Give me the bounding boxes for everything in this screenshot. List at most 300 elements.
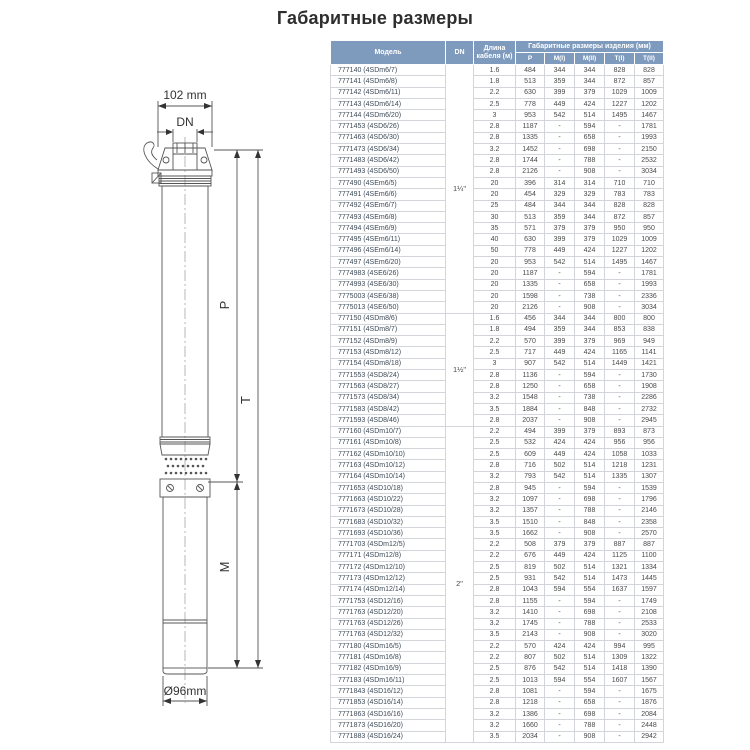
dimension-cell: - [605, 392, 635, 403]
cable-length-cell: 3.2 [474, 392, 516, 403]
dimension-cell: 594 [545, 675, 575, 686]
dimension-cell: 908 [575, 415, 605, 426]
dimension-cell: 931 [516, 573, 545, 584]
dimension-cell: 532 [516, 437, 545, 448]
m-dimension-label: M [217, 561, 232, 573]
dimension-cell: 2146 [635, 505, 664, 516]
table-row [331, 290, 664, 301]
cable-length-cell: 2.8 [474, 415, 516, 426]
dimension-cell: 1467 [635, 110, 664, 121]
dimension-cell: 848 [575, 516, 605, 527]
dimension-cell: - [545, 708, 575, 719]
dimension-cell: 872 [605, 211, 635, 222]
dimension-cell: - [545, 392, 575, 403]
dimension-cell: 3034 [635, 166, 664, 177]
dimension-cell: 1033 [635, 449, 664, 460]
model-cell: 7774983 (4SE6/26) [331, 268, 446, 279]
dimension-cell: - [605, 268, 635, 279]
model-cell: 777497 (4SEm6/20) [331, 257, 446, 268]
dimension-cell: 953 [516, 110, 545, 121]
table-row [331, 302, 664, 313]
dimension-m [234, 482, 240, 668]
dimension-cell: 484 [516, 200, 545, 211]
dimension-cell: 379 [575, 336, 605, 347]
dimension-cell: 344 [575, 76, 605, 87]
dimension-cell: 1335 [516, 132, 545, 143]
cable-length-cell: 25 [474, 200, 516, 211]
table-row [331, 336, 664, 347]
model-cell: 777154 (4SDm8/18) [331, 358, 446, 369]
dimension-cell: 710 [635, 177, 664, 188]
model-cell: 7771863 (4SD16/16) [331, 708, 446, 719]
dimension-cell: 1749 [635, 595, 664, 606]
dimension-cell: 2448 [635, 720, 664, 731]
dimension-cell: 1637 [605, 584, 635, 595]
dimensions-table-body [331, 65, 664, 743]
dimension-cell: 594 [575, 121, 605, 132]
dimension-cell: 2945 [635, 415, 664, 426]
model-cell: 7771853 (4SD16/14) [331, 697, 446, 708]
cable-length-cell: 2.5 [474, 98, 516, 109]
model-cell: 7771553 (4SD8/24) [331, 370, 446, 381]
cable-length-cell: 2.5 [474, 663, 516, 674]
model-cell: 7771873 (4SD16/20) [331, 720, 446, 731]
cable-length-cell: 3.5 [474, 731, 516, 742]
dimension-cell: 399 [545, 87, 575, 98]
dimension-cell: 449 [545, 98, 575, 109]
dimension-cell: 908 [575, 528, 605, 539]
dimension-cell: 1322 [635, 652, 664, 663]
table-row [331, 675, 664, 686]
table-row [331, 528, 664, 539]
dimension-cell: 513 [516, 76, 545, 87]
table-row [331, 223, 664, 234]
dimension-cell: 908 [575, 302, 605, 313]
dimension-cell: 344 [575, 313, 605, 324]
dimension-cell: 2336 [635, 290, 664, 301]
cable-length-cell: 50 [474, 245, 516, 256]
dimension-cell: - [605, 708, 635, 719]
dimension-cell: 1335 [605, 471, 635, 482]
table-row [331, 177, 664, 188]
dimension-cell: 1876 [635, 697, 664, 708]
dn-cell: 1½" [446, 313, 474, 426]
cable-length-cell: 20 [474, 268, 516, 279]
header-dim-m2: М(II) [575, 53, 605, 65]
dimension-cell: 876 [516, 663, 545, 674]
table-row [331, 347, 664, 358]
dimension-cell: - [605, 629, 635, 640]
dimension-cell: - [545, 516, 575, 527]
dimension-cell: - [605, 731, 635, 742]
model-cell: 7771763 (4SD12/20) [331, 607, 446, 618]
model-cell: 7774993 (4SE6/30) [331, 279, 446, 290]
dimension-cell: 949 [635, 336, 664, 347]
model-cell: 777152 (4SDm8/9) [331, 336, 446, 347]
cable-length-cell: 3.5 [474, 528, 516, 539]
table-row [331, 652, 664, 663]
dimension-cell: 449 [545, 550, 575, 561]
dimension-cell: 1386 [516, 708, 545, 719]
table-row [331, 720, 664, 731]
dimension-cell: - [605, 528, 635, 539]
dimension-cell: 950 [605, 223, 635, 234]
cable-length-cell: 2.2 [474, 539, 516, 550]
dimension-cell: - [545, 618, 575, 629]
dimension-cell: 828 [605, 65, 635, 76]
dimension-cell: 710 [605, 177, 635, 188]
table-row [331, 618, 664, 629]
dimension-cell: 953 [516, 257, 545, 268]
dimension-cell: 379 [575, 87, 605, 98]
dimension-cell: 908 [575, 166, 605, 177]
dimension-cell: 1165 [605, 347, 635, 358]
t-dimension-label: T [238, 396, 253, 404]
dimension-cell: 344 [575, 65, 605, 76]
dimension-cell: 344 [545, 65, 575, 76]
dimension-cell: 800 [635, 313, 664, 324]
table-row [331, 482, 664, 493]
dimension-cell: - [605, 403, 635, 414]
dimension-cell: 1796 [635, 494, 664, 505]
dimension-cell: 456 [516, 313, 545, 324]
dimension-cell: 1141 [635, 347, 664, 358]
table-row [331, 381, 664, 392]
dimension-cell: 3020 [635, 629, 664, 640]
dimension-cell: 2143 [516, 629, 545, 640]
model-cell: 777491 (4SEm6/6) [331, 189, 446, 200]
model-cell: 7771493 (4SD6/50) [331, 166, 446, 177]
table-row [331, 449, 664, 460]
model-cell: 777144 (4SDm6/20) [331, 110, 446, 121]
cable-length-cell: 3.5 [474, 403, 516, 414]
model-cell: 777180 (4SDm16/5) [331, 641, 446, 652]
dimension-cell: 1510 [516, 516, 545, 527]
cable-length-cell: 2.5 [474, 562, 516, 573]
dimension-cell: 1334 [635, 562, 664, 573]
table-row [331, 268, 664, 279]
dimension-cell: 956 [605, 437, 635, 448]
table-row [331, 494, 664, 505]
dimension-cell: 424 [575, 437, 605, 448]
dimension-cell: 1993 [635, 132, 664, 143]
dimension-cell: - [605, 516, 635, 527]
diameter-dimension-label: Ø96mm [163, 684, 207, 698]
model-cell: 7771763 (4SD12/32) [331, 629, 446, 640]
dimension-cell: 1675 [635, 686, 664, 697]
header-cable-length: Длина кабеля (м) [474, 41, 516, 65]
cable-length-cell: 2.8 [474, 686, 516, 697]
dimension-cell: - [605, 482, 635, 493]
cable-length-cell: 2.2 [474, 652, 516, 663]
dimension-cell: 1155 [516, 595, 545, 606]
dimension-cell: 1321 [605, 562, 635, 573]
dimension-cell: 783 [605, 189, 635, 200]
dimension-cell: 514 [575, 257, 605, 268]
dimension-cell: 449 [545, 449, 575, 460]
dimension-cell: 1227 [605, 98, 635, 109]
table-row [331, 460, 664, 471]
dimension-cell: 828 [605, 200, 635, 211]
dimension-cell: 399 [545, 234, 575, 245]
dimension-cell: 494 [516, 324, 545, 335]
dimension-cell: 658 [575, 132, 605, 143]
cable-length-cell: 2.8 [474, 482, 516, 493]
dimension-cell: 1231 [635, 460, 664, 471]
dimension-cell: 793 [516, 471, 545, 482]
cable-length-cell: 3.2 [474, 607, 516, 618]
dimension-cell: 424 [545, 641, 575, 652]
cable-length-cell: 2.2 [474, 550, 516, 561]
dimension-cell: 359 [545, 211, 575, 222]
dimension-cell: - [605, 494, 635, 505]
dimension-cell: 828 [635, 200, 664, 211]
dimension-cell: 379 [545, 539, 575, 550]
dimension-cell: 2108 [635, 607, 664, 618]
cable-length-cell: 2.2 [474, 87, 516, 98]
cable-length-cell: 3.2 [474, 494, 516, 505]
dimension-cell: 1730 [635, 370, 664, 381]
dimension-cell: 698 [575, 708, 605, 719]
cable-length-cell: 2.8 [474, 121, 516, 132]
dimension-cell: 542 [545, 358, 575, 369]
dimension-cell: 2286 [635, 392, 664, 403]
table-row [331, 697, 664, 708]
cable-length-cell: 1.8 [474, 76, 516, 87]
dimension-cell: 828 [635, 65, 664, 76]
dimension-cell: - [545, 697, 575, 708]
dimension-cell: 1567 [635, 675, 664, 686]
table-row [331, 132, 664, 143]
cable-length-cell: 2.5 [474, 437, 516, 448]
model-cell: 777494 (4SEm6/9) [331, 223, 446, 234]
dimension-cell: 570 [516, 641, 545, 652]
dimension-cell: 514 [575, 460, 605, 471]
width-dimension-label: 102 mm [163, 88, 207, 102]
dimension-cell: - [545, 381, 575, 392]
dimension-cell: 1884 [516, 403, 545, 414]
model-cell: 777183 (4SDm16/11) [331, 675, 446, 686]
dimension-cell: 1781 [635, 121, 664, 132]
header-dim-m1: М(I) [545, 53, 575, 65]
dimension-cell: - [545, 268, 575, 279]
dimension-cell: 1009 [635, 234, 664, 245]
cable-length-cell: 2.5 [474, 573, 516, 584]
model-cell: 7771753 (4SD12/16) [331, 595, 446, 606]
dimension-cell: 1421 [635, 358, 664, 369]
model-cell: 7771563 (4SD8/27) [331, 381, 446, 392]
dimension-cell: - [605, 720, 635, 731]
dimension-cell: - [545, 155, 575, 166]
dimension-cell: 1660 [516, 720, 545, 731]
dimension-cell: 424 [545, 437, 575, 448]
model-cell: 7771593 (4SD8/46) [331, 415, 446, 426]
dimension-cell: 1467 [635, 257, 664, 268]
table-row [331, 279, 664, 290]
model-cell: 7771453 (4SD6/26) [331, 121, 446, 132]
dimension-cell: 542 [545, 257, 575, 268]
dimension-cell: 449 [545, 245, 575, 256]
dimension-cell: 514 [575, 573, 605, 584]
model-cell: 777140 (4SDm6/7) [331, 65, 446, 76]
dimension-cell: 484 [516, 65, 545, 76]
cable-length-cell: 3.2 [474, 471, 516, 482]
model-cell: 777151 (4SDm8/7) [331, 324, 446, 335]
dimension-cell: - [545, 121, 575, 132]
dimension-cell: 2084 [635, 708, 664, 719]
dimension-cell: 1227 [605, 245, 635, 256]
header-dim-t1: Т(I) [605, 53, 635, 65]
dimension-cell: 554 [575, 584, 605, 595]
dimension-cell: 698 [575, 607, 605, 618]
dimension-cell: 554 [575, 675, 605, 686]
dimension-cell: 872 [605, 76, 635, 87]
model-cell: 777164 (4SDm10/14) [331, 471, 446, 482]
dimension-cell: 1662 [516, 528, 545, 539]
header-dim-t2: Т(II) [635, 53, 664, 65]
dimension-cell: 2126 [516, 302, 545, 313]
dimension-cell: 502 [545, 460, 575, 471]
dimension-cell: 1539 [635, 482, 664, 493]
dimension-cell: 396 [516, 177, 545, 188]
table-row [331, 471, 664, 482]
cable-length-cell: 20 [474, 177, 516, 188]
dimension-cell: 542 [545, 663, 575, 674]
dimension-cell: 1029 [605, 87, 635, 98]
dimension-cell: - [545, 290, 575, 301]
cable-length-cell: 20 [474, 257, 516, 268]
dimension-cell: 329 [575, 189, 605, 200]
dimension-cell: 788 [575, 505, 605, 516]
dimension-cell: - [605, 121, 635, 132]
dimension-cell: 1993 [635, 279, 664, 290]
cable-length-cell: 3.2 [474, 708, 516, 719]
table-row [331, 539, 664, 550]
dimension-cell: 873 [635, 426, 664, 437]
dimension-cell: - [605, 370, 635, 381]
dimension-cell: 2034 [516, 731, 545, 742]
cable-length-cell: 3 [474, 110, 516, 121]
dimension-cell: 1125 [605, 550, 635, 561]
dimension-cell: 788 [575, 720, 605, 731]
dimension-cell: - [545, 528, 575, 539]
dimension-cell: 449 [545, 347, 575, 358]
dimension-cell: - [545, 494, 575, 505]
dimension-cell: 1187 [516, 121, 545, 132]
dimension-cell: 1081 [516, 686, 545, 697]
table-row [331, 234, 664, 245]
table-row [331, 437, 664, 448]
header-dn: DN [446, 41, 474, 65]
header-dim-p: P [516, 53, 545, 65]
model-cell: 7771693 (4SD10/36) [331, 528, 446, 539]
dimension-cell: 494 [516, 426, 545, 437]
dimension-cell: 1009 [635, 87, 664, 98]
dimension-cell: 2532 [635, 155, 664, 166]
dimension-cell: 1029 [605, 234, 635, 245]
model-cell: 7771843 (4SD16/12) [331, 686, 446, 697]
dimension-cell: 454 [516, 189, 545, 200]
dimension-cell: 1390 [635, 663, 664, 674]
model-cell: 7775013 (4SE6/50) [331, 302, 446, 313]
dimension-cell: 424 [575, 550, 605, 561]
cable-length-cell: 2.8 [474, 166, 516, 177]
dimension-cell: 887 [635, 539, 664, 550]
dimension-cell: 379 [575, 426, 605, 437]
dn-cell: 1¼" [446, 65, 474, 314]
dimension-cell: - [545, 595, 575, 606]
dimension-cell: 344 [545, 313, 575, 324]
dimension-cell: 907 [516, 358, 545, 369]
dimension-cell: 893 [605, 426, 635, 437]
model-cell: 7771653 (4SD10/18) [331, 482, 446, 493]
dimension-cell: 783 [635, 189, 664, 200]
dimension-cell: 2942 [635, 731, 664, 742]
dimension-cell: 514 [575, 471, 605, 482]
model-cell: 777162 (4SDm10/10) [331, 449, 446, 460]
dimension-cell: - [545, 482, 575, 493]
dimension-cell: 1250 [516, 381, 545, 392]
model-cell: 7771683 (4SD10/32) [331, 516, 446, 527]
dimension-cell: 542 [545, 110, 575, 121]
model-cell: 777174 (4SDm12/14) [331, 584, 446, 595]
cable-length-cell: 2.5 [474, 675, 516, 686]
table-row [331, 663, 664, 674]
model-cell: 777173 (4SDm12/12) [331, 573, 446, 584]
dimension-cell: 717 [516, 347, 545, 358]
table-row [331, 87, 664, 98]
table-row [331, 562, 664, 573]
dimension-cell: 344 [575, 200, 605, 211]
dimension-cell: - [545, 302, 575, 313]
dimension-cell: - [545, 279, 575, 290]
dimension-cell: 513 [516, 211, 545, 222]
dimension-cell: - [605, 686, 635, 697]
dimension-cell: 424 [575, 449, 605, 460]
dimension-cell: - [545, 686, 575, 697]
cable-length-cell: 2.8 [474, 370, 516, 381]
dimension-cell: - [545, 403, 575, 414]
dimension-cell: 698 [575, 144, 605, 155]
dimension-cell: 379 [575, 234, 605, 245]
dimension-cell: 778 [516, 245, 545, 256]
dimension-cell: 1335 [516, 279, 545, 290]
dimension-cell: 514 [575, 110, 605, 121]
model-cell: 7771763 (4SD12/26) [331, 618, 446, 629]
dimension-cell: 716 [516, 460, 545, 471]
dimension-cell: 424 [575, 347, 605, 358]
cable-length-cell: 2.2 [474, 641, 516, 652]
table-row [331, 426, 664, 437]
dimension-cell: 542 [545, 573, 575, 584]
dimension-cell: 424 [575, 641, 605, 652]
dimension-cell: 359 [545, 324, 575, 335]
dimension-cell: 1452 [516, 144, 545, 155]
dimension-cell: - [545, 166, 575, 177]
dimension-cell: 502 [545, 562, 575, 573]
dimension-cell: 1445 [635, 573, 664, 584]
dimension-cell: 344 [575, 211, 605, 222]
cable-length-cell: 40 [474, 234, 516, 245]
dimension-cell: 819 [516, 562, 545, 573]
model-cell: 777492 (4SEm6/7) [331, 200, 446, 211]
table-row [331, 708, 664, 719]
model-cell: 777493 (4SEm6/8) [331, 211, 446, 222]
dimension-cell: 676 [516, 550, 545, 561]
dimension-cell: 778 [516, 98, 545, 109]
model-cell: 7771463 (4SD6/30) [331, 132, 446, 143]
dimension-cell: - [545, 415, 575, 426]
